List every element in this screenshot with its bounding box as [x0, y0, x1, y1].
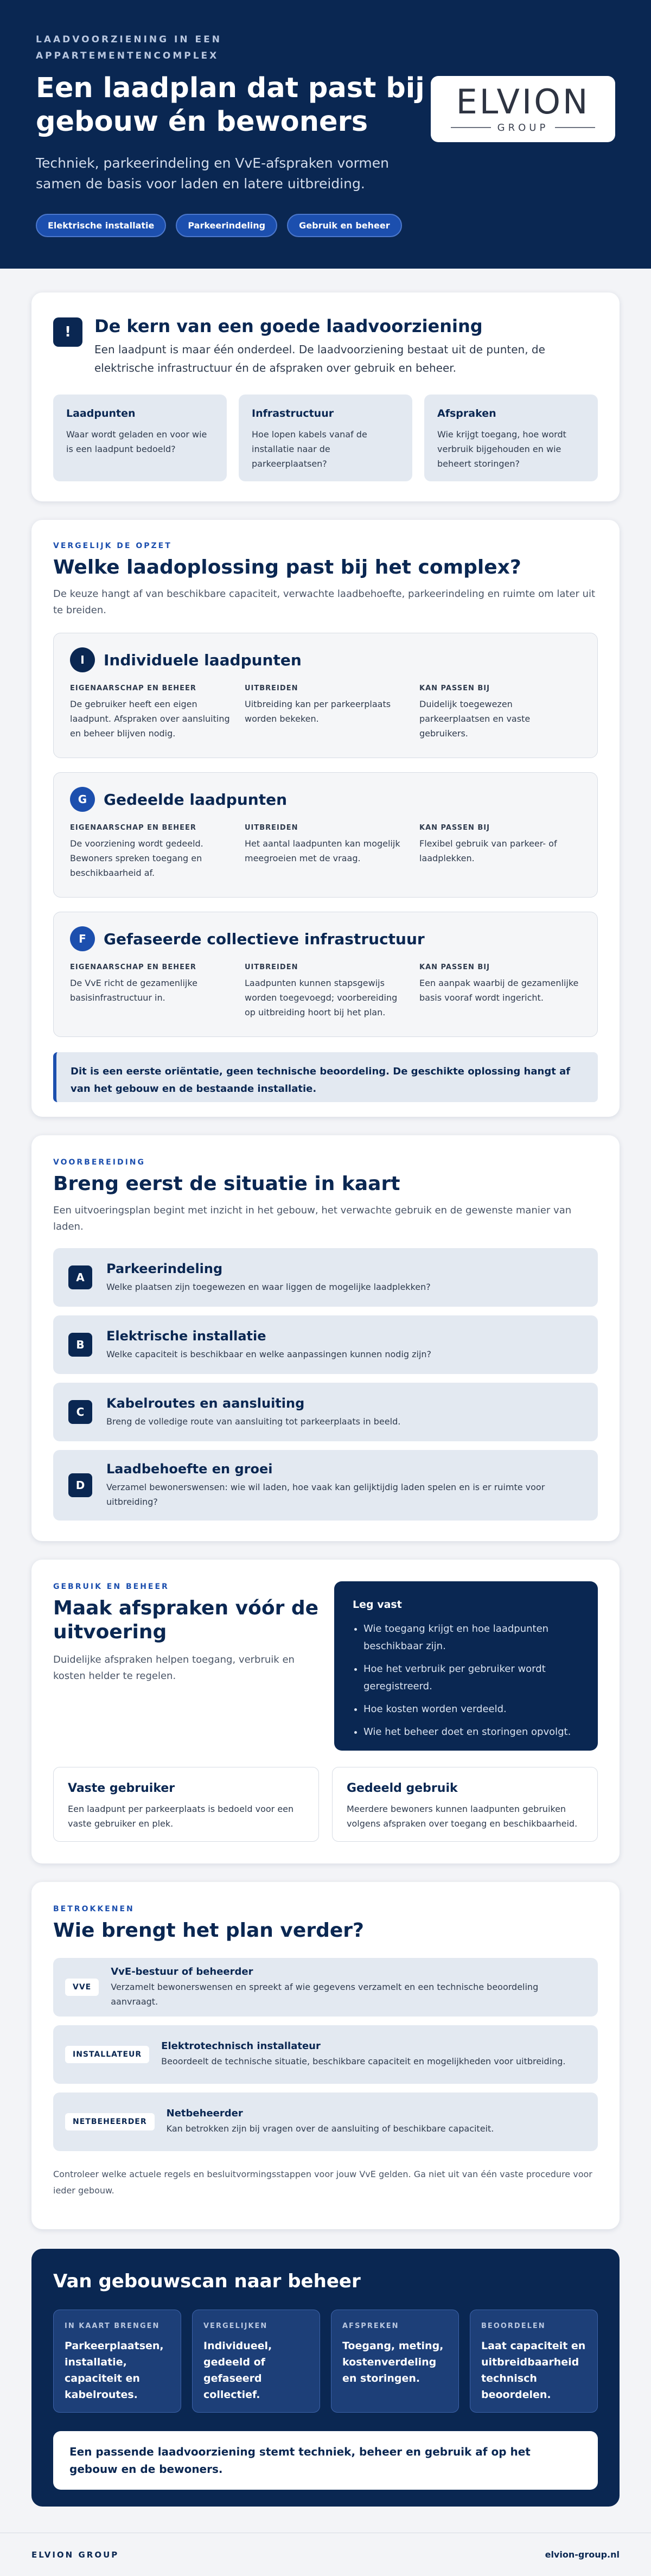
core-box-title: Afspraken [437, 408, 496, 419]
agreements-eyebrow: GEBRUIK EN BEHEER [53, 1582, 169, 1591]
option-columns [70, 824, 581, 880]
prep-step [53, 1248, 598, 1307]
phase-card [192, 2310, 320, 2413]
usage-shared [332, 1767, 598, 1842]
tag-parking[interactable]: Parkeerindeling [176, 214, 277, 237]
phase-text: Toegang, meting, kostenverdeling en storingen. [342, 2340, 444, 2384]
option-columns [70, 684, 581, 741]
option-col-value: Laadpunten kunnen stapsgewijs worden toegevoegd; voorbereiding op uitbreiding hoort bij het plan. [245, 978, 398, 1017]
roadmap-phases [53, 2310, 598, 2413]
party-title: Elektrotechnisch installateur [161, 2040, 321, 2052]
usage-types [53, 1767, 598, 1842]
step-letter-badge: C [68, 1400, 92, 1424]
step-text: Breng de volledige route van aansluiting tot parkeerplaats in beeld. [106, 1416, 401, 1427]
roadmap-title: Van gebouwscan naar beheer [53, 2270, 361, 2292]
core-box-title: Laadpunten [66, 408, 136, 419]
parties-title: Wie brengt het plan verder? [53, 1919, 364, 1942]
logo-group-text: GROUP [497, 122, 549, 133]
core-box-afspraken [424, 395, 598, 481]
logo-sub [451, 122, 596, 133]
usage-fixed [53, 1767, 319, 1842]
page-footer [0, 2533, 651, 2576]
step-title: Parkeerindeling [106, 1261, 223, 1276]
step-text: Welke plaatsen zijn toegewezen en waar liggen de mogelijke laadplekken? [106, 1281, 431, 1292]
option-title: Individuele laadpunten [104, 651, 302, 669]
record-item: • Hoe het verbruik per gebruiker wordt geregistreerd. [363, 1661, 579, 1695]
option-col-label: EIGENAARSCHAP EN BEHEER [70, 684, 196, 692]
party-vve [53, 1958, 598, 2017]
option-letter-badge: G [70, 787, 95, 812]
option-col-owner [70, 684, 232, 741]
main-content [0, 292, 651, 2507]
roadmap-card [31, 2249, 620, 2507]
prep-step [53, 1450, 598, 1521]
party-text: Kan betrokken zijn bij vragen over de aansluiting of beschikbare capaciteit. [166, 2123, 494, 2134]
option-col-label: EIGENAARSCHAP EN BEHEER [70, 824, 196, 832]
usage-text: Een laadpunt per parkeerplaats is bedoeld voor een vaste gebruiker en plek. [68, 1804, 294, 1829]
party-tag: VVE [65, 1979, 99, 1996]
record-list [353, 1620, 579, 1741]
prep-title: Breng eerst de situatie in kaart [53, 1173, 400, 1195]
tag-electrical[interactable]: Elektrische installatie [36, 214, 166, 237]
option-col-value: Flexibel gebruik van parkeer- of laadplekken. [419, 838, 557, 863]
option-col-owner [70, 824, 232, 880]
hero [0, 0, 651, 269]
usage-title: Vaste gebruiker [68, 1782, 175, 1795]
options-note: Dit is een eerste oriëntatie, geen technische beoordeling. De geschikte oplossing hangt af van het gebouw en de bestaande installatie. [53, 1052, 598, 1102]
agreements-intro [53, 1582, 319, 1751]
option-col-fit [419, 824, 581, 880]
option-individueel [53, 633, 598, 758]
option-letter-badge: F [70, 926, 95, 951]
option-gedeeld [53, 772, 598, 898]
step-title: Kabelroutes en aansluiting [106, 1395, 305, 1411]
option-col-owner [70, 963, 232, 1020]
option-col-label: KAN PASSEN BIJ [419, 824, 490, 832]
party-installer [53, 2025, 598, 2084]
option-col-value: Het aantal laadpunten kan mogelijk meegroeien met de vraag. [245, 838, 400, 863]
option-col-label: UITBREIDEN [245, 963, 298, 971]
core-box-text: Waar wordt geladen en voor wie is een laadpunt bedoeld? [66, 429, 207, 454]
footer-brand: ELVION GROUP [31, 2549, 119, 2560]
record-item: • Wie toegang krijgt en hoe laadpunten beschikbaar zijn. [363, 1620, 579, 1655]
parties-footnote: Controleer welke actuele regels en besluitvormingsstappen voor jouw VvE gelden. Ga niet uit van één vaste procedure voor ieder gebouw. [53, 2169, 592, 2196]
prep-eyebrow: VOORBEREIDING [53, 1158, 145, 1167]
step-letter-badge: A [68, 1265, 92, 1289]
party-tag: NETBEHEERDER [65, 2113, 155, 2130]
phase-card [53, 2310, 181, 2413]
prep-step [53, 1383, 598, 1441]
option-col-label: UITBREIDEN [245, 824, 298, 832]
step-text: Verzamel bewonerswensen: wie wil laden, hoe vaak kan gelijktijdig laden spelen en is er ruimte voor uitbreiding? [106, 1482, 545, 1507]
agreements-top [53, 1582, 598, 1751]
phase-label: VERGELIJKEN [203, 2322, 268, 2330]
phase-text: Individueel, gedeeld of gefaseerd collectief. [203, 2340, 272, 2401]
agreements-lead: Duidelijke afspraken helpen toegang, verbruik en kosten helder te regelen. [53, 1654, 295, 1682]
option-col-label: UITBREIDEN [245, 684, 298, 692]
options-lead: De keuze hangt af van beschikbare capaciteit, verwachte laadbehoefte, parkeerindeling en ruimte om later uit te breiden. [53, 588, 596, 616]
option-col-expand [245, 963, 406, 1020]
core-text: Een laadpunt is maar één onderdeel. De laadvoorziening bestaat uit de punten, de elektrische infrastructuur én de afspraken over gebruik en beheer. [94, 343, 545, 374]
agreements-card [31, 1560, 620, 1863]
core-box-laadpunten [53, 395, 227, 481]
option-header [70, 647, 581, 672]
record-item: • Wie het beheer doet en storingen opvolgt. [363, 1723, 579, 1741]
agreements-title: Maak afspraken vóór de uitvoering [53, 1597, 319, 1643]
party-grid-operator [53, 2092, 598, 2151]
core-title: De kern van een goede laadvoorziening [94, 316, 483, 336]
core-card [31, 292, 620, 501]
parties-eyebrow: BETROKKENEN [53, 1905, 135, 1913]
phase-label: AFSPREKEN [342, 2322, 399, 2330]
core-box-text: Wie krijgt toegang, hoe wordt verbruik bijgehouden en wie beheert storingen? [437, 429, 566, 469]
logo-divider [555, 127, 595, 128]
hero-eyebrow: LAADVOORZIENING IN EEN APPARTEMENTENCOMPLEX [36, 34, 222, 61]
option-col-value: Uitbreiding kan per parkeerplaats worden bekeken. [245, 699, 391, 724]
phase-card [470, 2310, 598, 2413]
option-title: Gefaseerde collectieve infrastructuur [104, 930, 425, 948]
option-col-value: De VvE richt de gezamenlijke basisinfrastructuur in. [70, 978, 197, 1003]
footer-website-link[interactable]: elvion-group.nl [545, 2549, 620, 2560]
phase-text: Laat capaciteit en uitbreidbaarheid technisch beoordelen. [481, 2340, 586, 2401]
core-grid [53, 395, 598, 481]
roadmap-closing: Een passende laadvoorziening stemt techniek, beheer en gebruik af op het gebouw en de bewoners. [53, 2431, 598, 2490]
party-title: Netbeheerder [166, 2108, 243, 2119]
core-box-text: Hoe lopen kabels vanaf de installatie naar de parkeerplaatsen? [252, 429, 367, 469]
option-col-value: Een aanpak waarbij de gezamenlijke basis vooraf wordt ingericht. [419, 978, 579, 1003]
options-title: Welke laadoplossing past bij het complex? [53, 556, 521, 578]
phase-label: IN KAART BRENGEN [65, 2322, 160, 2330]
option-col-value: De gebruiker heeft een eigen laadpunt. Afspraken over aansluiting en beheer blijven nodig. [70, 699, 230, 739]
step-title: Laadbehoefte en groei [106, 1461, 273, 1477]
core-box-infrastructuur [239, 395, 412, 481]
core-header [53, 315, 598, 377]
option-col-expand [245, 824, 406, 880]
phase-text: Parkeerplaatsen, installatie, capaciteit en kabelroutes. [65, 2340, 164, 2401]
options-card [31, 520, 620, 1117]
step-letter-badge: D [68, 1473, 92, 1497]
core-box-title: Infrastructuur [252, 408, 334, 419]
option-col-value: De voorziening wordt gedeeld. Bewoners spreken toegang en beschikbaarheid af. [70, 838, 203, 878]
prep-lead: Een uitvoeringsplan begint met inzicht in het gebouw, het verwachte gebruik en de gewenste manier van laden. [53, 1205, 572, 1232]
option-header [70, 926, 581, 951]
brand-logo [431, 76, 615, 142]
option-col-fit [419, 684, 581, 741]
phase-label: BEOORDELEN [481, 2322, 546, 2330]
usage-text: Meerdere bewoners kunnen laadpunten gebruiken volgens afspraken over toegang en beschikbaarheid. [347, 1804, 578, 1829]
parties-card [31, 1882, 620, 2229]
record-item: • Hoe kosten worden verdeeld. [363, 1701, 579, 1718]
party-text: Verzamelt bewonerswensen en spreekt af wie gegevens verzamelt en een technische beoordeling aanvraagt. [111, 1981, 539, 2007]
step-letter-badge: B [68, 1333, 92, 1357]
party-text: Beoordeelt de technische situatie, beschikbare capaciteit en mogelijkheden voor uitbreiding. [161, 2056, 566, 2066]
options-eyebrow: VERGELIJK DE OPZET [53, 542, 172, 550]
hero-lead: Techniek, parkeerindeling en VvE-afspraken vormen samen de basis voor laden en latere uitbreiding. [36, 155, 389, 192]
option-col-expand [245, 684, 406, 741]
tag-usage[interactable]: Gebruik en beheer [287, 214, 402, 237]
option-col-label: EIGENAARSCHAP EN BEHEER [70, 963, 196, 971]
party-title: VvE-bestuur of beheerder [111, 1966, 253, 1977]
option-title: Gedeelde laadpunten [104, 790, 288, 809]
logo-word: ELVION [456, 81, 590, 122]
prep-step [53, 1315, 598, 1374]
option-col-fit [419, 963, 581, 1020]
hero-tags [36, 214, 615, 237]
step-text: Welke capaciteit is beschikbaar en welke aanpassingen kunnen nodig zijn? [106, 1349, 432, 1359]
option-gefaseerd [53, 912, 598, 1037]
option-col-label: KAN PASSEN BIJ [419, 963, 490, 971]
option-columns [70, 963, 581, 1020]
phase-card [331, 2310, 459, 2413]
usage-title: Gedeeld gebruik [347, 1782, 458, 1795]
logo-divider [451, 127, 491, 128]
option-header [70, 787, 581, 812]
preparation-card [31, 1135, 620, 1541]
record-box-title: Leg vast [353, 1599, 402, 1611]
option-col-value: Duidelijk toegewezen parkeerplaatsen en vaste gebruikers. [419, 699, 531, 739]
option-letter-badge: I [70, 647, 95, 672]
exclamation-icon: ! [53, 317, 82, 347]
hero-title: Een laadplan dat past bij gebouw én bewoners [36, 72, 425, 138]
party-tag: INSTALLATEUR [65, 2046, 149, 2063]
step-title: Elektrische installatie [106, 1328, 266, 1344]
record-box [334, 1581, 598, 1751]
option-col-label: KAN PASSEN BIJ [419, 684, 490, 692]
